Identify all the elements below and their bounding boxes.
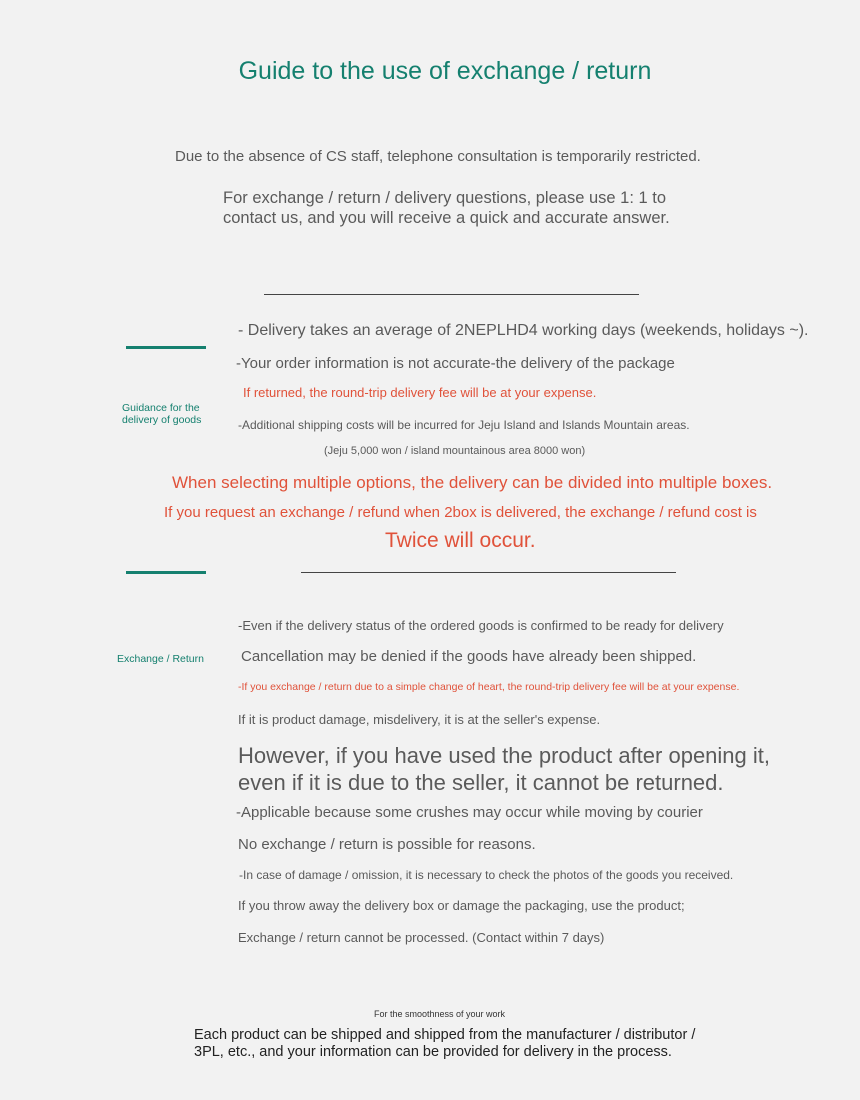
delivery-line-5: (Jeju 5,000 won / island mountainous area 8000 won) [324,445,586,457]
delivery-warning-1: When selecting multiple options, the delivery can be divided into multiple boxes. [172,473,773,492]
exchange-line-4: If it is product damage, misdelivery, it is at the seller's expense. [238,712,601,727]
exchange-line-5: However, if you have used the product after opening it, even if it is due to the seller, it cannot be returned. [238,743,770,795]
side-label-delivery: Guidance for the delivery of goods [122,402,202,426]
exchange-line-10: Exchange / return cannot be processed. (Contact within 7 days) [238,930,605,945]
delivery-line-1: - Delivery takes an average of 2NEPLHD4 working days (weekends, holidays ~). [238,322,809,339]
delivery-line-4: -Additional shipping costs will be incurred for Jeju Island and Islands Mountain areas. [238,418,690,432]
exchange-line-6: -Applicable because some crushes may occur while moving by courier [236,804,703,821]
exchange-line-7: No exchange / return is possible for reasons. [238,836,536,853]
side-label-exchange: Exchange / Return [117,653,204,665]
divider-middle [301,572,676,573]
exchange-line-8: -In case of damage / omission, it is necessary to check the photos of the goods you received. [239,868,734,882]
section-marker-delivery [126,346,206,349]
delivery-line-3: If returned, the round-trip delivery fee will be at your expense. [243,385,597,400]
delivery-warning-2: If you request an exchange / refund when 2box is delivered, the exchange / refund cost is [164,504,757,521]
exchange-line-3: -If you exchange / return due to a simple change of heart, the round-trip delivery fee will be at your expense. [238,681,740,693]
page-title: Guide to the use of exchange / return [238,57,652,85]
cs-notice: Due to the absence of CS staff, telephone consultation is temporarily restricted. [175,148,701,165]
divider-top [264,294,639,295]
contact-notice: For exchange / return / delivery questions, please use 1: 1 to contact us, and you will receive a quick and accurate answer. [223,189,670,227]
exchange-line-9: If you throw away the delivery box or damage the packaging, use the product; [238,898,685,913]
delivery-warning-3: Twice will occur. [385,529,536,552]
delivery-line-2: -Your order information is not accurate-the delivery of the package [236,355,675,372]
exchange-line-1: -Even if the delivery status of the ordered goods is confirmed to be ready for delivery [238,618,724,633]
footer-text: Each product can be shipped and shipped from the manufacturer / distributor / 3PL, etc., and your information can be provided for delivery in the process. [194,1027,696,1060]
footer-caption: For the smoothness of your work [374,1009,506,1019]
section-marker-exchange [126,571,206,574]
exchange-line-2: Cancellation may be denied if the goods have already been shipped. [241,648,697,665]
